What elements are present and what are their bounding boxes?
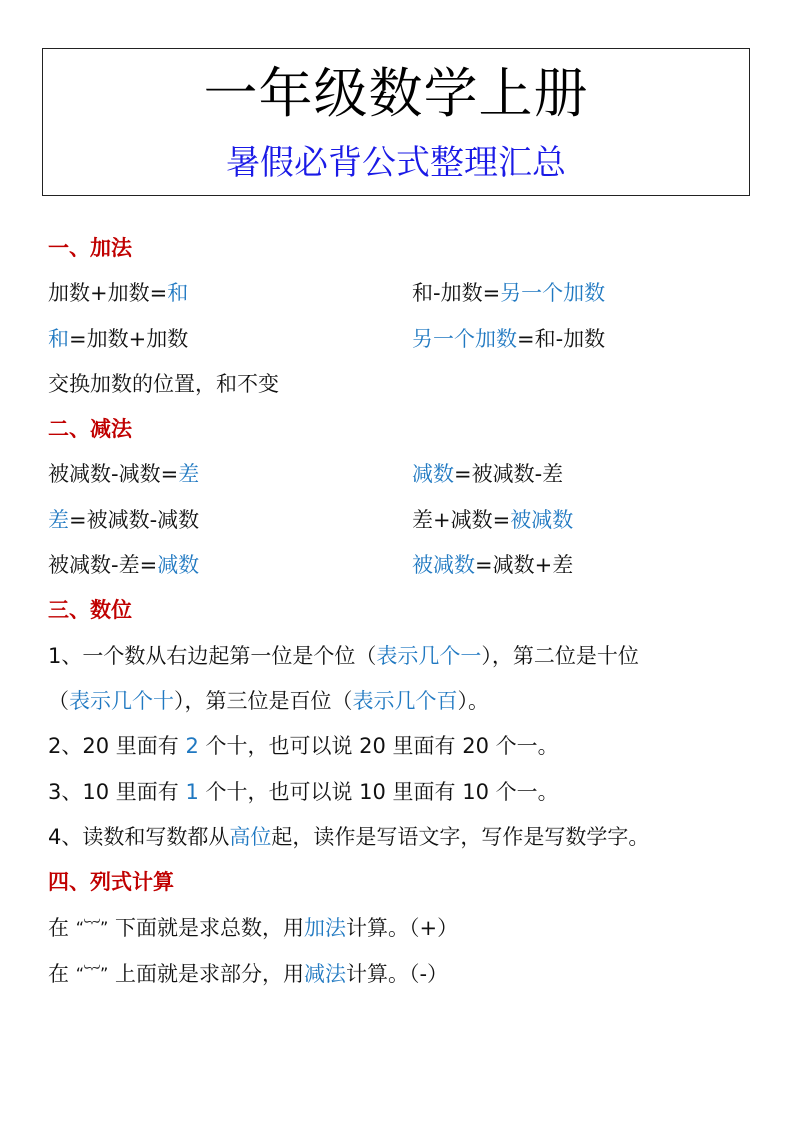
page-subtitle: 暑假必背公式整理汇总 — [226, 143, 566, 183]
item-text: 3、10 里面有 — [48, 779, 186, 804]
formula-text: =和-加数 — [517, 326, 606, 351]
formula-highlight: 差 — [48, 507, 69, 532]
formula-text: =被减数-减数 — [69, 507, 200, 532]
formula-text: 差+减数= — [412, 507, 511, 532]
formula-left — [48, 452, 199, 497]
formula-row — [48, 498, 758, 543]
formula-highlight: 减数 — [412, 462, 454, 487]
formula-text: =加数+加数 — [69, 326, 189, 351]
item-text: 个十，也可以说 10 里面有 10 个一。 — [198, 779, 559, 804]
item-highlight: 表示几个十 — [69, 688, 174, 713]
item-highlight: 减法 — [303, 961, 346, 986]
brace-icon: “︸” — [75, 963, 109, 983]
title-box — [42, 48, 750, 196]
formula-highlight: 和 — [48, 326, 69, 351]
item-text: ），第二位是十位 — [481, 643, 639, 668]
item-highlight: 高位 — [229, 824, 272, 849]
formula-left — [48, 271, 188, 316]
item-highlight: 2 — [185, 734, 199, 759]
brace-icon: “︸” — [75, 918, 109, 938]
item-text: 下面就是求总数，用 — [114, 916, 304, 941]
item-text: 1、一个数从右边起第一位是个位（ — [48, 643, 377, 668]
formula-row — [48, 543, 758, 588]
formula-right — [412, 452, 563, 497]
formula-row — [48, 317, 758, 362]
item-text: ）。 — [457, 688, 489, 713]
formula-highlight: 另一个加数 — [412, 326, 517, 351]
formula-right — [412, 317, 605, 362]
place-value-item-1a — [48, 634, 758, 679]
formula-highlight: 减数 — [157, 553, 200, 578]
formula-left — [48, 317, 188, 362]
word-problem-item-1 — [48, 905, 758, 950]
addition-note: 交换加数的位置，和不变 — [48, 371, 279, 396]
formula-text: =减数+差 — [475, 553, 574, 578]
formula-highlight: 被减数 — [510, 507, 574, 532]
formula-text: =被减数-差 — [454, 462, 564, 487]
item-text: ），第三位是百位（ — [174, 688, 353, 713]
formula-highlight: 和 — [167, 281, 189, 306]
section-heading-place-value: 三、数位 — [48, 598, 132, 623]
page-title: 一年级数学上册 — [203, 62, 589, 125]
place-value-item-3 — [48, 770, 758, 815]
place-value-item-2 — [48, 724, 758, 769]
formula-right — [412, 498, 573, 543]
item-text: 2、20 里面有 — [48, 734, 186, 759]
item-highlight: 表示几个一 — [376, 643, 482, 668]
item-text: 计算。（+） — [345, 916, 459, 941]
item-text: 计算。（-） — [345, 961, 449, 986]
formula-row — [48, 271, 758, 316]
item-text: 4、读数和写数都从 — [48, 824, 230, 849]
formula-right — [412, 271, 605, 316]
formula-right — [412, 543, 573, 588]
place-value-item-4 — [48, 815, 758, 860]
item-text: 起，读作是写语文字，写作是写数学字。 — [271, 824, 650, 849]
item-highlight: 1 — [185, 779, 199, 804]
item-text: （ — [48, 688, 69, 713]
item-text: 在 — [48, 916, 69, 941]
item-highlight: 加法 — [303, 916, 346, 941]
place-value-item-1b — [48, 679, 758, 724]
formula-left — [48, 543, 199, 588]
formula-highlight: 另一个加数 — [500, 281, 606, 306]
formula-text: 被减数-减数= — [48, 462, 179, 487]
formula-text: 加数+加数= — [48, 281, 168, 306]
item-text: 个十，也可以说 20 里面有 20 个一。 — [198, 734, 559, 759]
item-highlight: 表示几个百 — [352, 688, 458, 713]
section-heading-addition: 一、加法 — [48, 236, 132, 260]
formula-row — [48, 452, 758, 497]
formula-left — [48, 498, 199, 543]
document-body — [48, 226, 758, 996]
word-problem-item-2 — [48, 951, 758, 996]
formula-text: 被减数-差= — [48, 553, 158, 578]
section-heading-word-problems: 四、列式计算 — [48, 870, 174, 895]
item-text: 上面就是求部分，用 — [114, 961, 304, 986]
formula-highlight: 差 — [178, 462, 200, 487]
item-text: 在 — [48, 961, 69, 986]
formula-highlight: 被减数 — [412, 553, 475, 578]
section-heading-subtraction: 二、减法 — [48, 417, 132, 442]
formula-text: 和-加数= — [412, 281, 501, 306]
